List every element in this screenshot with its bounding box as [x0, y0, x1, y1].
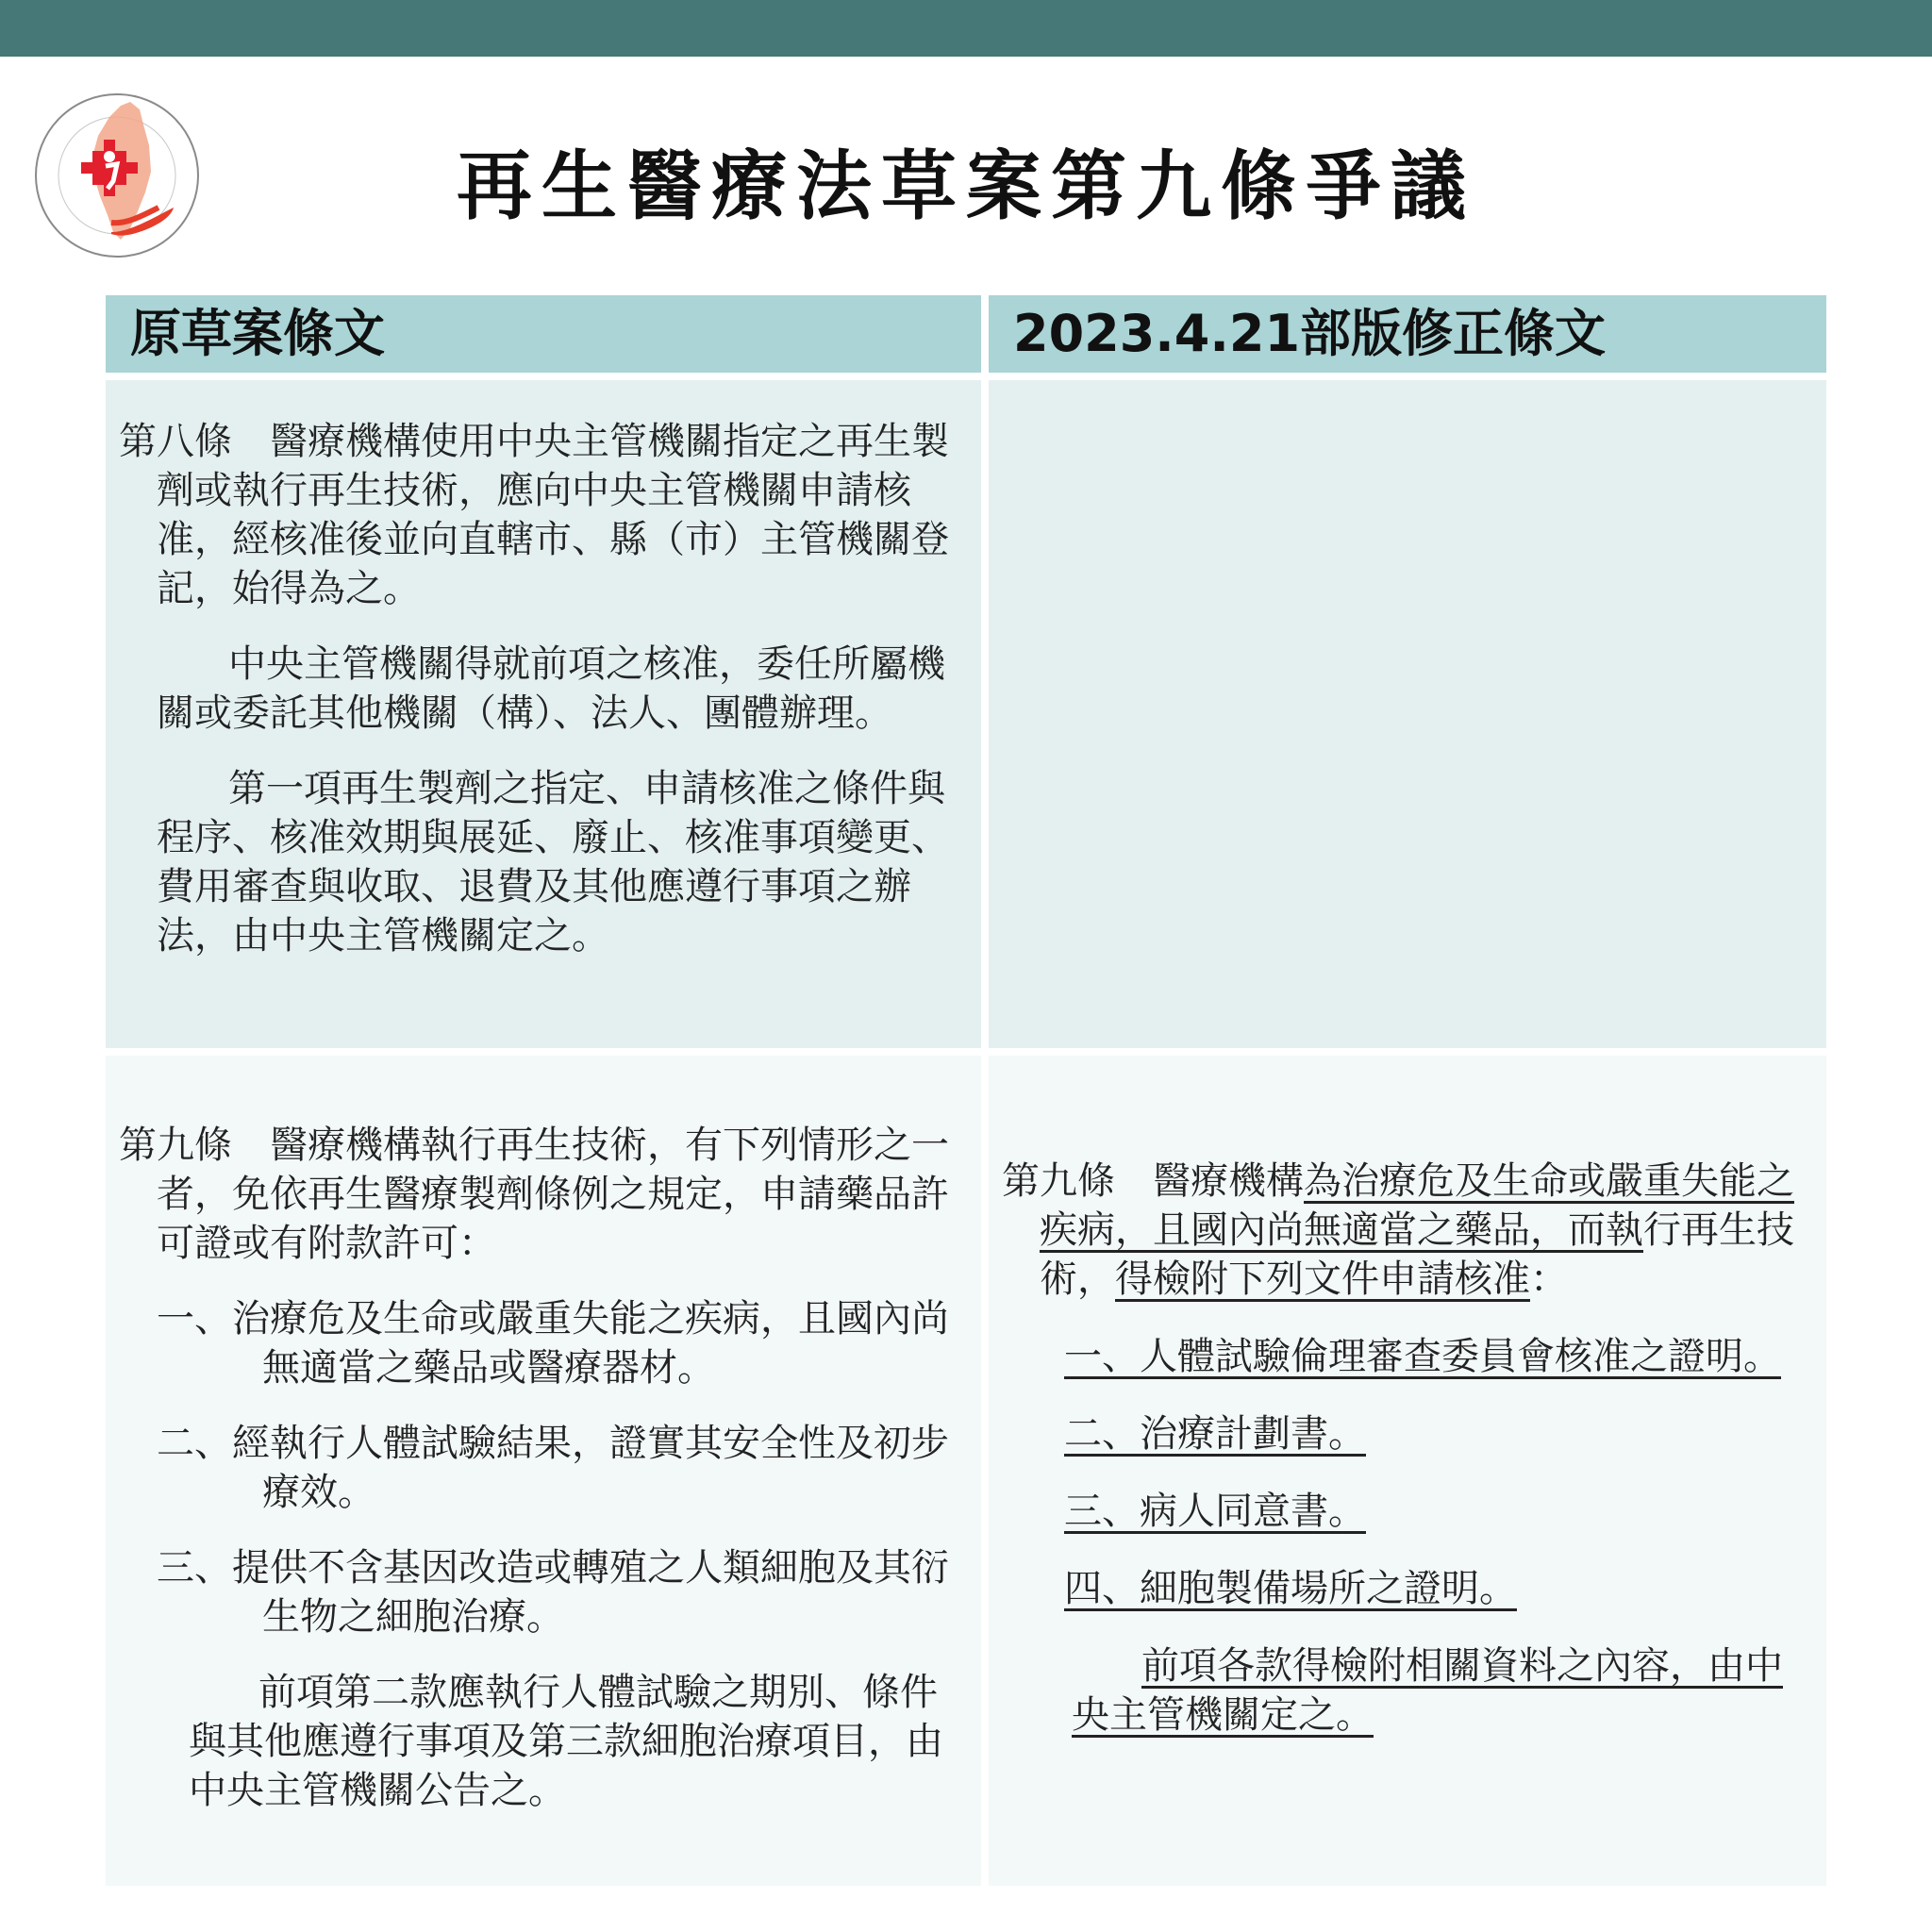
- article9-item-1: 一、治療危及生命或嚴重失能之疾病，且國內尚無適當之藥品或醫療器材。: [157, 1297, 949, 1390]
- original-article8-text: [119, 417, 958, 960]
- article9-paragraph-1: 第九條 醫療機構執行再生技術，有下列情形之一者，免依再生醫療製劑條例之規定，申請藥品許可證或有附款許可：: [119, 1124, 949, 1265]
- article8-paragraph-1: 第八條 醫療機構使用中央主管機關指定之再生製劑或執行再生技術，應向中央主管機關申請核准，經核准後並向直轄市、縣（市）主管機關登記，始得為之。: [119, 420, 949, 610]
- revised-article9-item-4: 四、細胞製備場所之證明。: [1064, 1567, 1517, 1610]
- revised-article9-text: [1002, 1157, 1813, 1740]
- revised-article9-paragraph-last: 前項各款得檢附相關資料之內容，由中央主管機關定之。: [1072, 1644, 1783, 1737]
- original-article9-text: [119, 1121, 958, 1815]
- revised-p1-colon: ：: [1530, 1257, 1568, 1301]
- page-title: 再生醫療法草案第九條爭議: [457, 142, 1475, 230]
- revised-p1-amended-condition: 為治療危及生命或嚴重失能之疾病，且國內尚無適當之藥品，而執: [1040, 1159, 1794, 1252]
- revised-article8-cell-empty: [989, 380, 1826, 1048]
- column-header-revised: 2023.4.21部版修正條文: [989, 295, 1826, 373]
- top-banner-bar: [0, 0, 1932, 57]
- revised-article9-item-3: 三、病人同意書。: [1064, 1490, 1366, 1533]
- article9-paragraph-last: 前項第二款應執行人體試驗之期別、條件與其他應遵行事項及第三款細胞治療項目，由中央主管機關公告之。: [189, 1671, 943, 1812]
- revised-p1-prefix: 第九條 醫療機構: [1002, 1159, 1304, 1203]
- article9-item-3: 三、提供不含基因改造或轉殖之人類細胞及其衍生物之細胞治療。: [157, 1546, 949, 1639]
- revised-article9-paragraph-1: [1002, 1157, 1813, 1304]
- column-header-original: 原草案條文: [106, 295, 981, 373]
- revised-p1-middle: 行再生技術，: [1040, 1208, 1794, 1301]
- article8-paragraph-3: 第一項再生製劑之指定、申請核准之條件與程序、核准效期與展延、廢止、核准事項變更、費用審查與收取、退費及其他應遵行事項之辦法，由中央主管機關定之。: [157, 767, 949, 958]
- article8-paragraph-2: 中央主管機關得就前項之核准，委任所屬機關或委託其他機關（構）、法人、團體辦理。: [157, 642, 945, 735]
- revised-article9-item-1: 一、人體試驗倫理審查委員會核准之證明。: [1064, 1335, 1781, 1378]
- article9-item-2: 二、經執行人體試驗結果，證實其安全性及初步療效。: [157, 1422, 949, 1514]
- revised-article9-item-2: 二、治療計劃書。: [1064, 1412, 1366, 1456]
- revised-p1-amended-requirement: 得檢附下列文件申請核准: [1115, 1257, 1530, 1301]
